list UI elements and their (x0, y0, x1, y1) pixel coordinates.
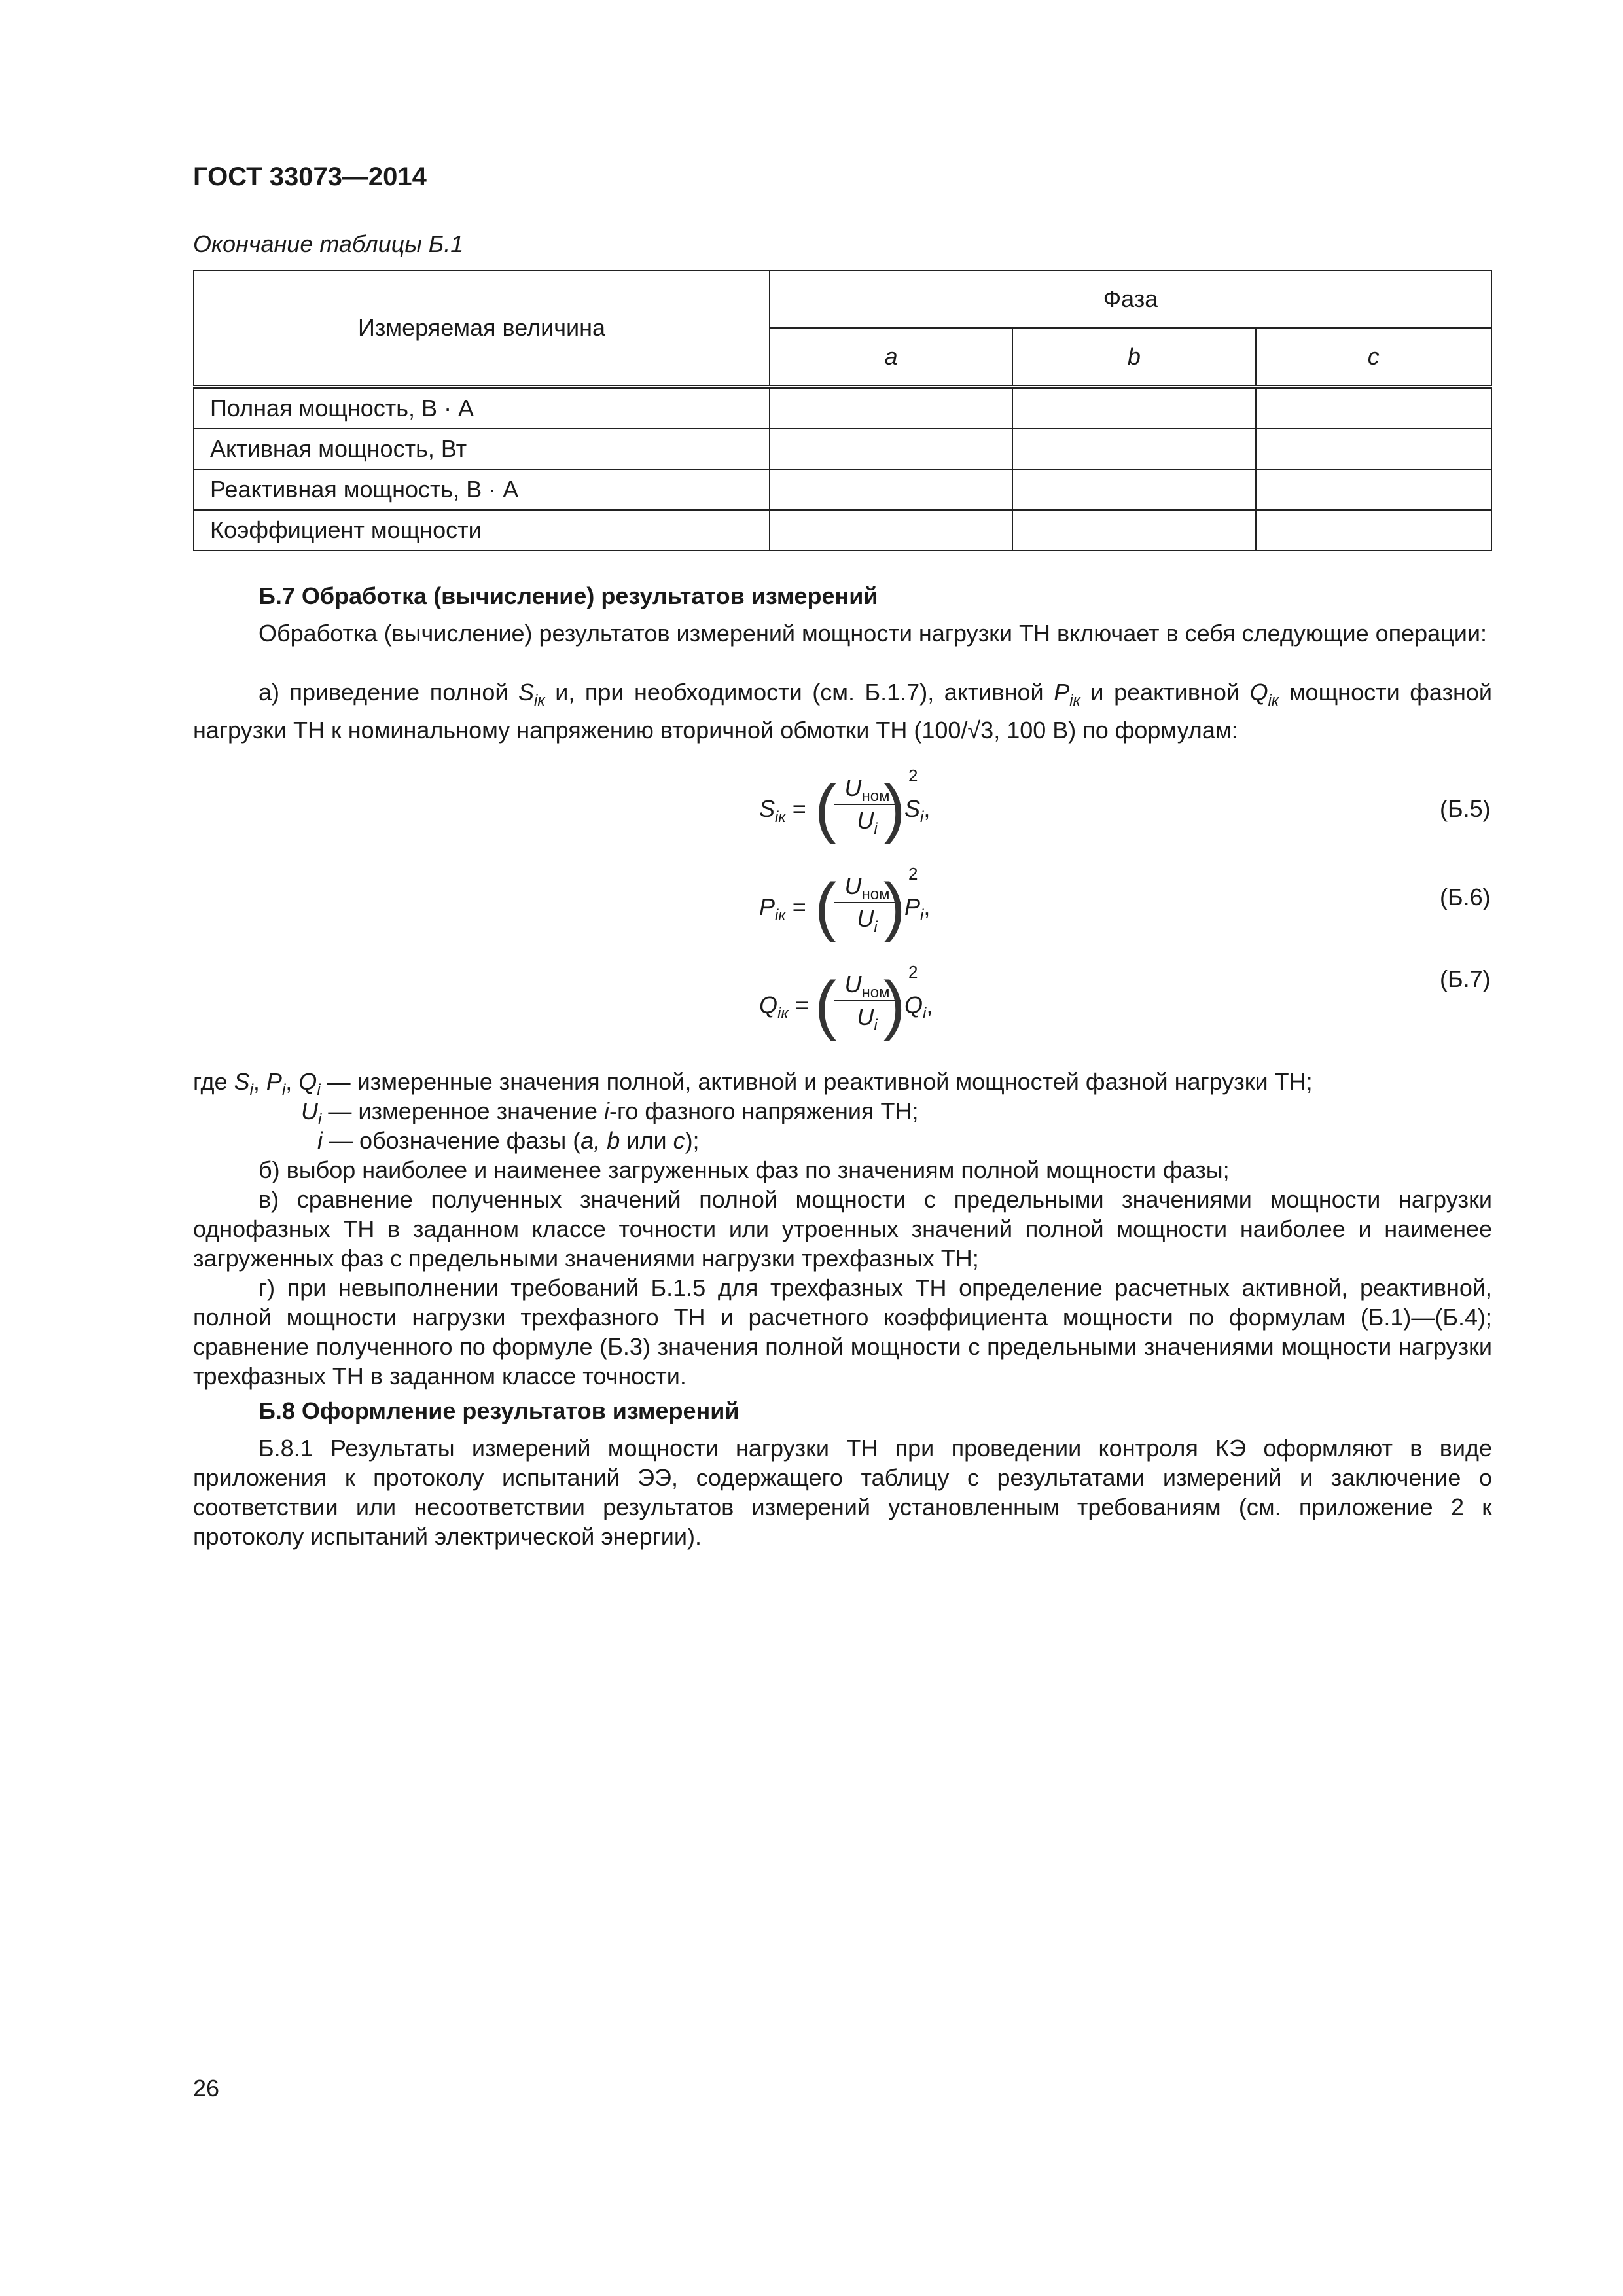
row-label: Активная мощность, Вт (194, 429, 770, 469)
row-label: Реактивная мощность, В · А (194, 469, 770, 510)
table-row (194, 429, 1491, 469)
col-header-phase-c: c (1256, 328, 1492, 387)
equation-number: (Б.7) (1440, 965, 1491, 992)
table-cell (1256, 469, 1492, 510)
col-header-measured: Измеряемая величина (194, 270, 770, 387)
table-cell (1012, 387, 1255, 429)
page-number: 26 (193, 2075, 220, 2102)
table-row (194, 387, 1491, 429)
item-a: а) приведение полной $S_{iк}$ и, при необходимости (см. Б.1.7), активной $P_{iк}$ и реактивной $Q_{iк}$ мощности фазной нагрузки ТН к номинальному напряжению вторичной обмотки ТН (100/√3, 100 В) по формулам: (193, 679, 1492, 744)
table-cell (1012, 510, 1255, 550)
table-cell (770, 510, 1012, 550)
item-v: в) сравнение полученных значений полной мощности с предельными значениями мощности нагрузки однофазных ТН в заданном классе точности или утроенных значений полной мощности наиболее и наименее загруженных фаз с предельными значениями нагрузки трехфазных ТН; (193, 1186, 1492, 1272)
table-cell (770, 387, 1012, 429)
equation-number: (Б.6) (1440, 884, 1491, 910)
measurement-table (193, 270, 1492, 551)
section-b8-title: Б.8 Оформление результатов измерений (259, 1397, 740, 1424)
section-b7-title: Б.7 Обработка (вычисление) результатов измерений (259, 583, 878, 609)
table-row (194, 510, 1491, 550)
table-cell (1256, 387, 1492, 429)
row-label: Полная мощность, В · А (194, 387, 770, 429)
table-cell (1256, 510, 1492, 550)
item-g: г) при невыполнении требований Б.1.5 для трехфазных ТН определение расчетных активной, реактивной, полной мощности нагрузки трехфазного ТН и расчетного коэффициента мощности по формулам (Б.1)—(Б.4); сравнение полученного по формуле (Б.3) значения полной мощности с предельными значениями мощности нагрузки трехфазных ТН в заданном классе точности. (193, 1274, 1492, 1390)
table-cell (770, 429, 1012, 469)
document-header: ГОСТ 33073—2014 (193, 162, 427, 191)
section-b7-intro: Обработка (вычисление) результатов измерений мощности нагрузки ТН включает в себя следующие операции: (259, 620, 1488, 647)
equation-number: (Б.5) (1440, 795, 1491, 822)
table-cell (770, 469, 1012, 510)
section-b8-text: Б.8.1 Результаты измерений мощности нагрузки ТН при проведении контроля КЭ оформляют в виде приложения к протоколу испытаний ЭЭ, содержащего таблицу с результатами измерений и заключение о соответствии или несоответствии результатов измерений установленным требованиям (см. приложение 2 к протоколу испытаний электрической энергии). (193, 1435, 1492, 1550)
col-header-phase-a: a (770, 328, 1012, 387)
table-cell (1012, 429, 1255, 469)
col-header-phase: Фаза (770, 270, 1491, 328)
where-line-2: $U_i$ — измеренное значение i-го фазного напряжения ТН; (301, 1098, 919, 1129)
item-b: б) выбор наиболее и наименее загруженных фаз по значениям полной мощности фазы; (259, 1157, 1230, 1183)
col-header-phase-b: b (1012, 328, 1255, 387)
where-line-3: i — обозначение фазы (a, b или c); (317, 1127, 700, 1154)
table-cell (1012, 469, 1255, 510)
table-cell (1256, 429, 1492, 469)
table-caption: Окончание таблицы Б.1 (193, 230, 464, 257)
row-label: Коэффициент мощности (194, 510, 770, 550)
table-row (194, 469, 1491, 510)
where-line-1: где $S_i$, $P_i$, $Q_i$ — измеренные значения полной, активной и реактивной мощностей фазной нагрузки ТН; (193, 1068, 1313, 1100)
